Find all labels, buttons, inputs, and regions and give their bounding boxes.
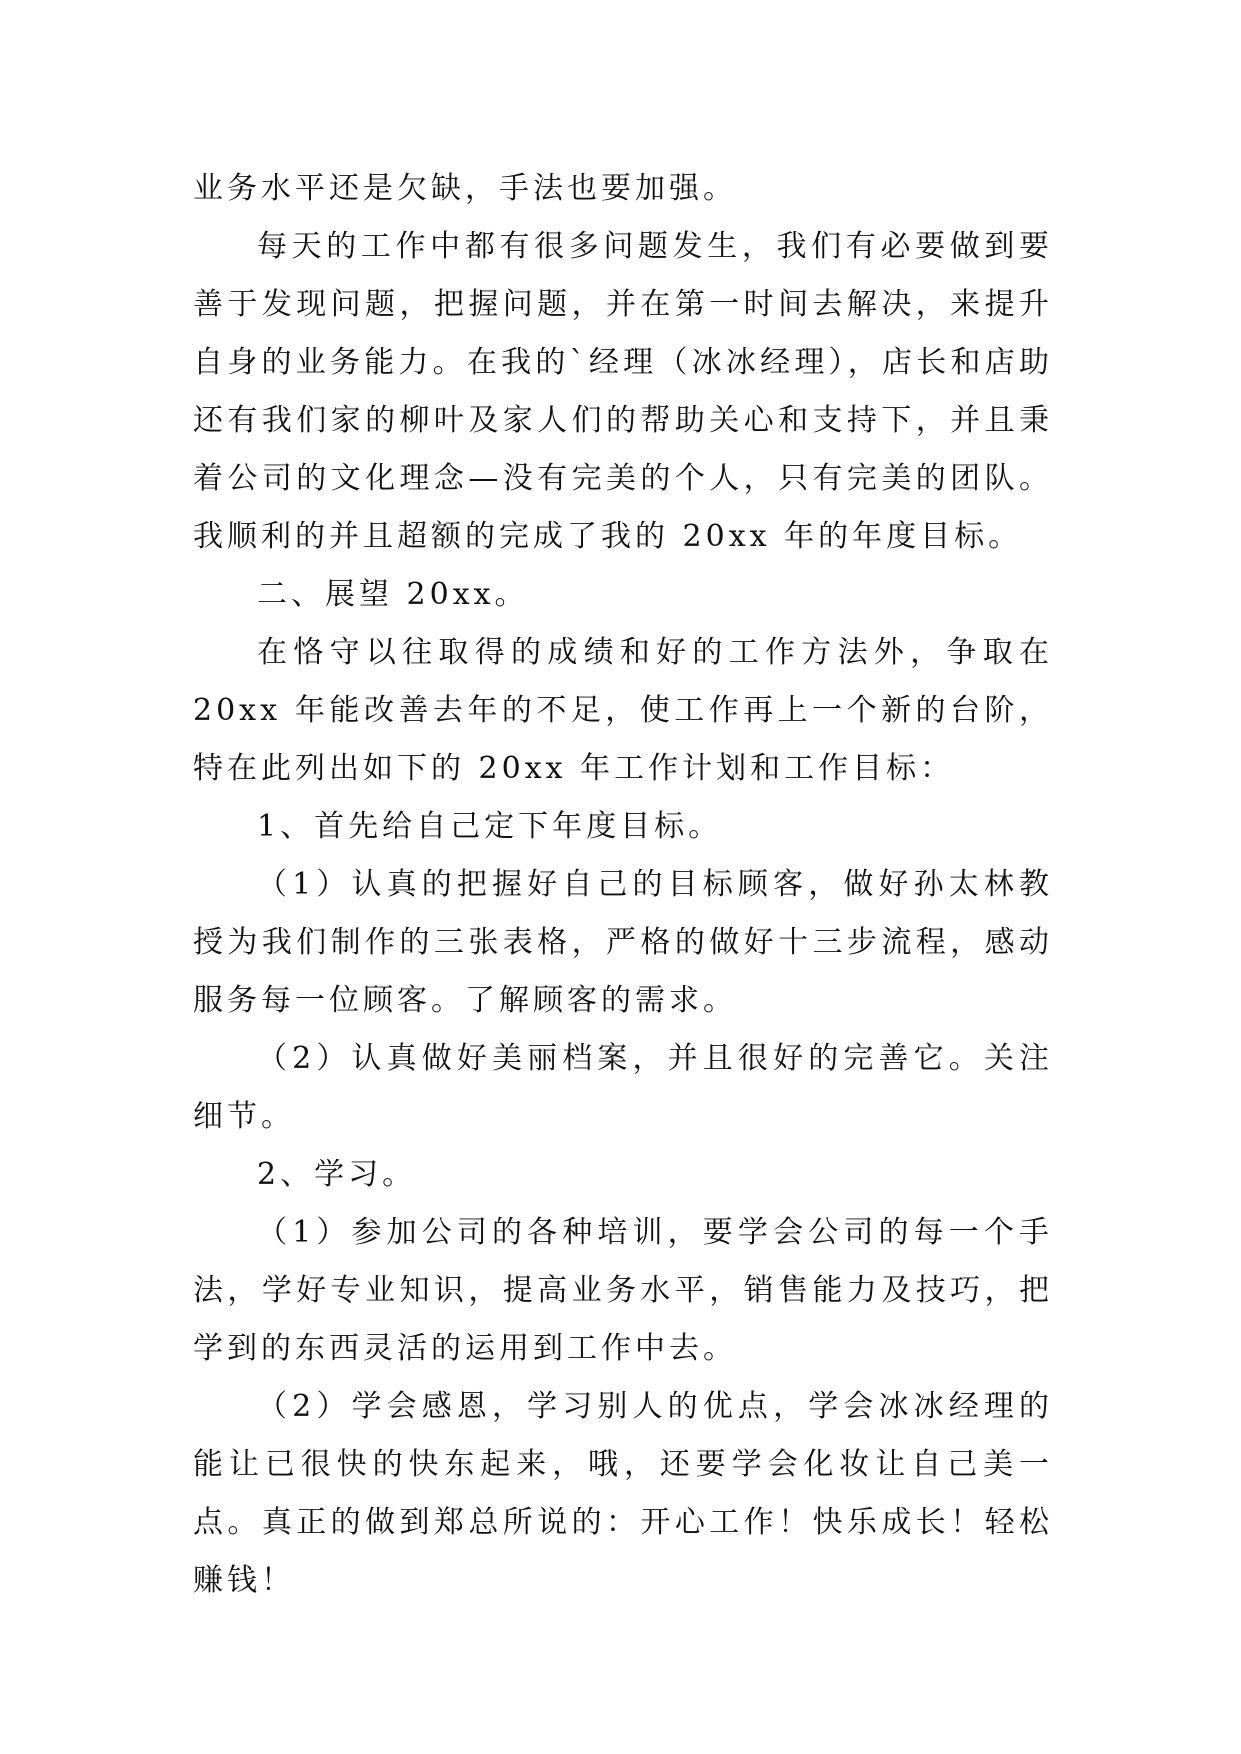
list-item-study: 2、学习。	[257, 1157, 417, 1192]
list-item-annual-goal: 1、首先给自己定下年度目标。	[257, 809, 723, 844]
section-heading-outlook: 二、展望 20xx。	[257, 577, 529, 612]
sub-item-gratitude: （2）学会感恩，学习别人的优点，学会冰冰经理的能让已很快的快东起来，哦，还要学会化妆让自己美一点。真正的做到郑总所说的：开心工作！快乐成长！轻松赚钱！	[193, 1389, 1053, 1598]
paragraph-plan-intro: 在恪守以往取得的成绩和好的工作方法外，争取在 20xx 年能改善去年的不足，使工作再上一个新的台阶，特在此列出如下的 20xx 年工作计划和工作目标：	[193, 635, 1053, 786]
paragraph-daily-work: 每天的工作中都有很多问题发生，我们有必要做到要善于发现问题，把握问题，并在第一时间去解决，来提升自身的业务能力。在我的`经理（冰冰经理），店长和店助还有我们家的柳叶及家人们的帮助关心和支持下，并且秉着公司的文化理念—没有完美的个人，只有完美的团队。我顺利的并且超额的完成了我的 20xx 年的年度目标。	[193, 229, 1053, 554]
sub-item-target-customers: （1）认真的把握好自己的目标顾客，做好孙太林教授为我们制作的三张表格，严格的做好十三步流程，感动服务每一位顾客。了解顾客的需求。	[193, 867, 1053, 1018]
sub-item-training: （1）参加公司的各种培训，要学会公司的每一个手法，学好专业知识，提高业务水平，销售能力及技巧，把学到的东西灵活的运用到工作中去。	[193, 1215, 1053, 1366]
sub-item-beauty-records: （2）认真做好美丽档案，并且很好的完善它。关注细节。	[193, 1041, 1053, 1134]
document-body	[193, 160, 1053, 1610]
paragraph-continuation: 业务水平还是欠缺，手法也要加强。	[193, 171, 737, 206]
